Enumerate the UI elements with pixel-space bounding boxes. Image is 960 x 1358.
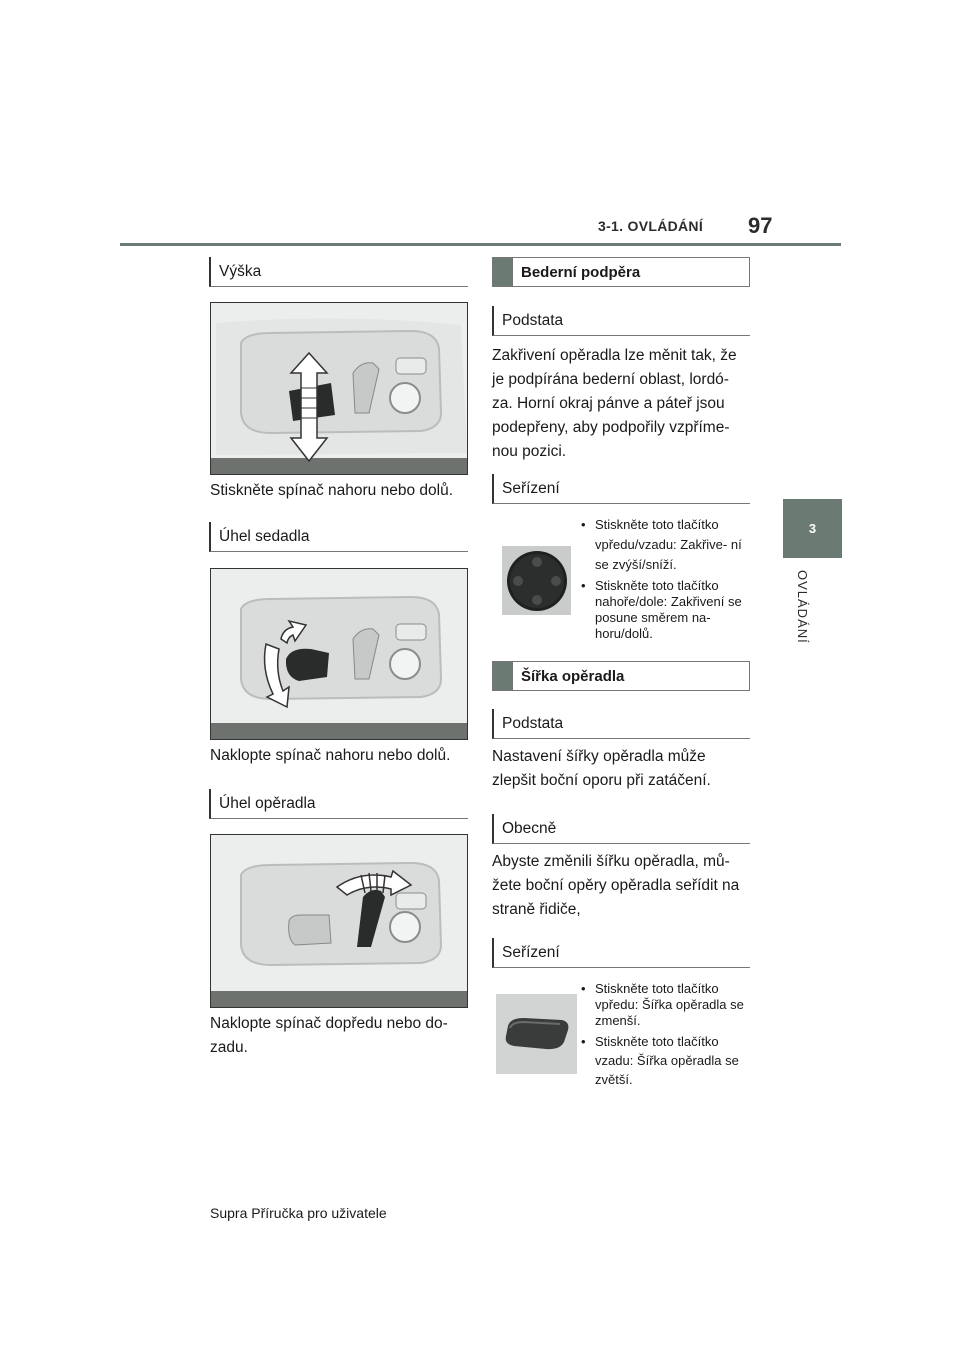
- footer-manual-title: Supra Příručka pro uživatele: [210, 1205, 387, 1221]
- list-item: • Stiskněte toto tlačítko vzadu: Šířka opěradla se zvětší.: [581, 1032, 749, 1089]
- heading-width-general: Obecně: [492, 814, 750, 844]
- heading-backrest-width: [492, 661, 750, 691]
- text-line: podepřeny, aby podpořily vzpříme-: [492, 419, 730, 436]
- heading-lumbar-label: Bederní podpěra: [521, 263, 641, 281]
- chapter-label: OVLÁDÁNÍ: [795, 570, 810, 644]
- heading-width-adjust: Seřízení: [492, 938, 750, 968]
- text-line: Zakřivení opěradla lze měnit tak, že: [492, 347, 737, 364]
- text-line: Abyste změnili šířku opěradla, mů-: [492, 853, 730, 870]
- lumbar-four-way-button-image: [502, 546, 571, 615]
- lumbar-adjust-list: [581, 515, 749, 645]
- heading-width-label: Šířka opěradla: [521, 667, 625, 685]
- list-item: • Stiskněte toto tlačítko vpředu: Šířka opěradla se zmenší.: [581, 981, 749, 1029]
- width-general-text: [492, 850, 762, 922]
- text-line: žete boční opěry opěradla seřídit na: [492, 877, 740, 894]
- caption-height: Stiskněte spínač nahoru nebo dolů.: [210, 482, 454, 499]
- heading-accent-bar: [493, 662, 513, 690]
- text-line: za. Horní okraj pánve a páteř jsou: [492, 395, 725, 412]
- caption-backrest-angle-2: zadu.: [210, 1039, 248, 1056]
- heading-height: Výška: [209, 257, 468, 287]
- chapter-tab[interactable]: 3: [783, 499, 842, 558]
- seat-height-switch-image: [210, 302, 468, 475]
- width-adjust-list: [581, 981, 749, 1092]
- list-item: • Stiskněte toto tlačítko vpředu/vzadu: Zakřive- ní se zvýší/sníží.: [581, 515, 749, 575]
- backrest-angle-switch-image: [210, 834, 468, 1008]
- text-line: nou pozici.: [492, 443, 567, 460]
- header-divider: [120, 243, 841, 246]
- text-line: zlepšit boční oporu při zatáčení.: [492, 772, 711, 789]
- text-line: Nastavení šířky opěradla může: [492, 748, 706, 765]
- heading-accent-bar: [493, 258, 513, 286]
- backrest-width-button-image: [496, 994, 577, 1074]
- width-essence-text: [492, 745, 762, 793]
- heading-width-essence: Podstata: [492, 709, 750, 739]
- seat-angle-switch-image: [210, 568, 468, 740]
- list-item: • Stiskněte toto tlačítko nahoře/dole: Zakřivení se posune směrem na- horu/dolů.: [581, 578, 749, 642]
- heading-seat-angle: Úhel sedadla: [209, 522, 468, 552]
- heading-lumbar-support: [492, 257, 750, 287]
- caption-backrest-angle-1: Naklopte spínač dopředu nebo do-: [210, 1015, 448, 1032]
- lumbar-essence-text: [492, 344, 762, 464]
- section-title: 3-1. OVLÁDÁNÍ: [598, 218, 704, 234]
- heading-lumbar-essence: Podstata: [492, 306, 750, 336]
- heading-backrest-angle: Úhel opěradla: [209, 789, 468, 819]
- caption-seat-angle: Naklopte spínač nahoru nebo dolů.: [210, 747, 451, 764]
- page-number: 97: [748, 213, 773, 238]
- text-line: straně řidiče,: [492, 901, 581, 918]
- text-line: je podpírána bederní oblast, lordó-: [492, 371, 729, 388]
- heading-lumbar-adjust: Seřízení: [492, 474, 750, 504]
